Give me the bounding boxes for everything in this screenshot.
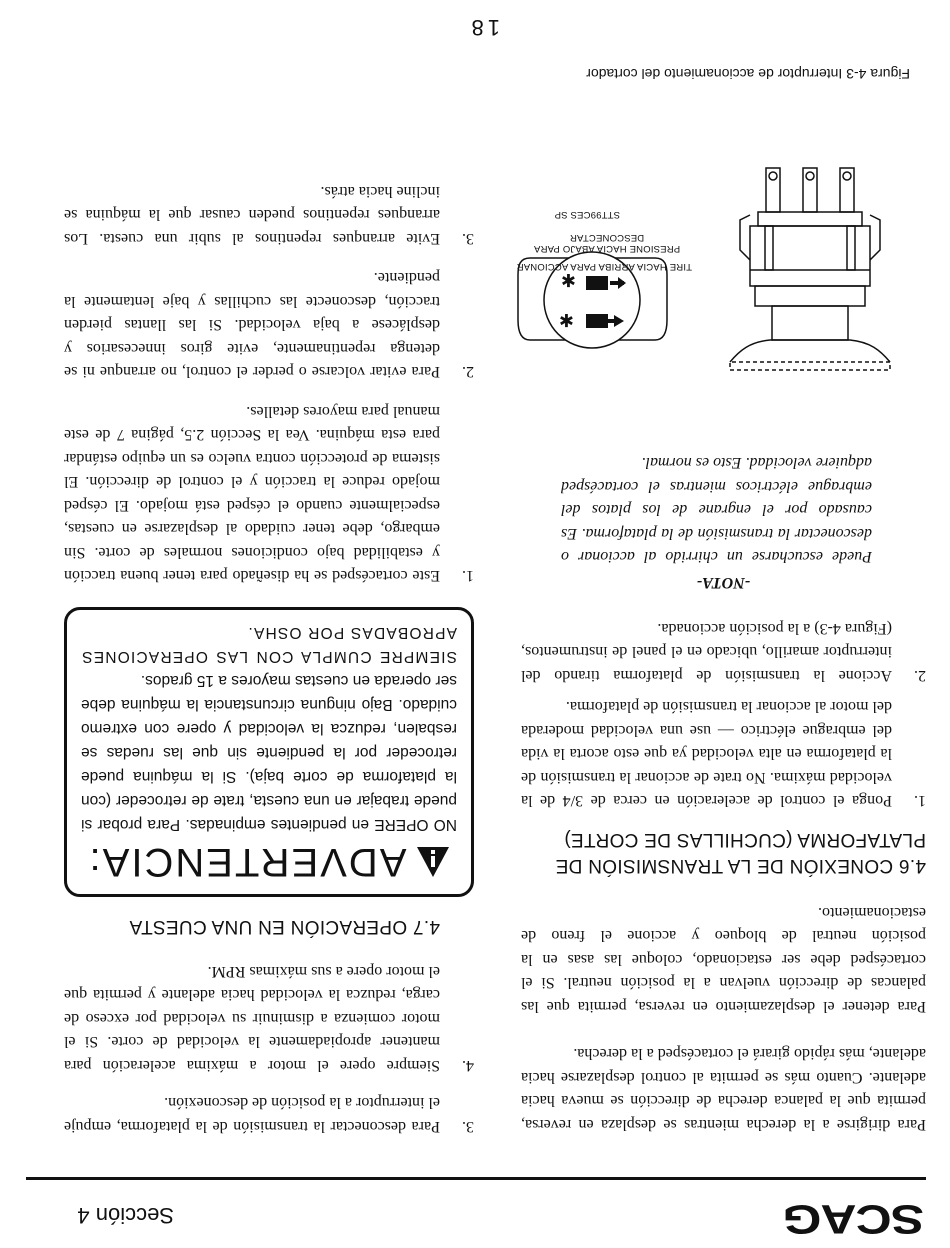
label-pull-up: TIRE HACIA ARRIBA PARA ACCIONAR bbox=[516, 261, 692, 272]
figure-4-3 bbox=[510, 50, 910, 380]
figure-caption: Figura 4-3 Interruptor de accionamiento del cortador bbox=[586, 66, 910, 82]
left-column bbox=[521, 451, 926, 1136]
warning-text: NO OPERE en pendientes empinadas. Para probar si puede trabajar en una cuesta, trate de retroceder (con la plataforma de corte baja). Si la máquina puede retroceder por la pendiente sin que las ruedas se resbalen, reduzca la velocidad y opere con extremo cuidado. Bajo ninguna circunstancia la máquina debe ser operada en cuestas mayores a 15 grados. bbox=[81, 672, 457, 834]
list-item bbox=[64, 1091, 474, 1138]
item-number: 2. bbox=[914, 667, 926, 684]
svg-text:✱: ✱ bbox=[558, 309, 574, 330]
warning-box bbox=[64, 608, 474, 898]
right-column bbox=[64, 180, 474, 1139]
item-number: 3. bbox=[462, 230, 474, 247]
section-label: Sección 4 bbox=[77, 1203, 174, 1228]
item-text: Este cortacésped se ha diseñado para tener buena tracción y estabilidad bajo condiciones normales de corte. Sin embargo, debe tener cuidado al desplazarse en cuestas, especialmente cuando el césped está mojado. El césped mojado reduce la tracción y el control de dirección. El sistema de protección contra vuelco es un equipo estándar para esta máquina. Vea la Sección 2.5, página 7 de este manual para mayores detalles. bbox=[64, 403, 440, 585]
item-text: Ponga el control de aceleración en cerca de 3/4 de la velocidad máxima. No trate de accionar la transmisión de la plataforma en alta velocidad ya que esto acorta la vida del embrague eléctrico — use una velocidad moderada del motor al accionar la transmisión de plataforma. bbox=[521, 698, 892, 810]
item-number: 1. bbox=[462, 567, 474, 585]
scag-logo: SCAG bbox=[783, 1196, 924, 1243]
section-heading-4-7: 4.7 OPERACIÓN EN UNA CUESTA bbox=[129, 916, 440, 938]
label-push-down: PRESIONE HACIA ABAJO PARA DESCONECTAR bbox=[533, 232, 681, 254]
list-item bbox=[521, 617, 926, 688]
warning-title: ADVERTENCIA: bbox=[87, 840, 407, 885]
section-heading-4-6: 4.6 CONEXIÓN DE LA TRANSMISIÓN DE PLATAFORMA (CUCHILLAS DE CORTE) bbox=[555, 829, 926, 877]
item-text: Siempre opere el motor a máxima aceleración para mantener apropiadamente la velocidad de corte. Si el motor comienza a disminuir su velocidad por exceso de carga, reduzca la velocidad hacia adelante y permita que el motor opere a sus máximas RPM. bbox=[64, 963, 440, 1074]
item-number: 4. bbox=[462, 1057, 474, 1074]
intro-paragraph: Para dirigirse a la derecha mientras se desplaza en reversa, permita que la palanca derecha de dirección se mueva hacia adelante. Cuanto más se permita al control desplazarse hacia adelante, más rápido girará el cortacésped a la derecha. bbox=[521, 1045, 926, 1133]
item-text: Accione la transmisión de plataforma tirando del interruptor amarillo, ubicado en el panel de instrumentos, (Figura 4-3) a la posición accionada. bbox=[521, 620, 892, 684]
svg-text:✱: ✱ bbox=[560, 269, 576, 290]
list-item bbox=[64, 180, 474, 251]
stop-paragraph: Para detener el desplazamiento en reversa, permita que las palancas de dirección vuelvan a la posición neutral. Si el cortacésped debe ser estacionado, coloque las asas en la posición neutral de bloqueo y accione el freno de estacionamiento. bbox=[521, 904, 926, 1015]
warning-caps: SIEMPRE CUMPLA CON LAS OPERACIONES APROBADAS POR OSHA. bbox=[81, 624, 457, 666]
list-item bbox=[64, 266, 474, 384]
list-item bbox=[64, 400, 474, 588]
part-code: STT99CES SP bbox=[554, 209, 620, 220]
item-text: Evite arranques repentinos al subir una cuesta. Los arranques repentinos pueden causar que la máquina se incline hacia atrás. bbox=[64, 183, 440, 247]
warning-triangle-icon bbox=[416, 847, 450, 879]
note-text: Puede escucharse un chirrido al accionar o desconectar la transmisión de la plataforma. Es causado por el engrane de los platos del embrague eléctricos mientras el cortacésped adquiere velocidad. Esto es normal. bbox=[561, 454, 872, 566]
list-item bbox=[521, 695, 926, 813]
header-rule bbox=[26, 1177, 926, 1180]
toggle-switch-drawing bbox=[510, 130, 910, 380]
item-number: 2. bbox=[462, 363, 474, 381]
list-item bbox=[64, 960, 474, 1078]
item-text: Para evitar volcarse o perder el control, no arranque ni se detenga repentinamente, evite giros innecesarios y desplácese a baja velocidad. Si las llantas pierden tracción, desconecte las cuchillas y baje lentamente la pendiente. bbox=[64, 269, 440, 381]
warning-title-row bbox=[81, 839, 457, 887]
item-number: 1. bbox=[914, 792, 926, 810]
item-text: Para desconectar la transmisión de la plataforma, empuje el interruptor a la posición de desconexión. bbox=[64, 1094, 440, 1135]
items-list-4-7 bbox=[64, 180, 474, 588]
items-list-4-6 bbox=[521, 617, 926, 813]
page-number: 18 bbox=[467, 15, 500, 40]
item-number: 3. bbox=[462, 1118, 474, 1135]
note-title: -NOTA- bbox=[696, 574, 751, 592]
